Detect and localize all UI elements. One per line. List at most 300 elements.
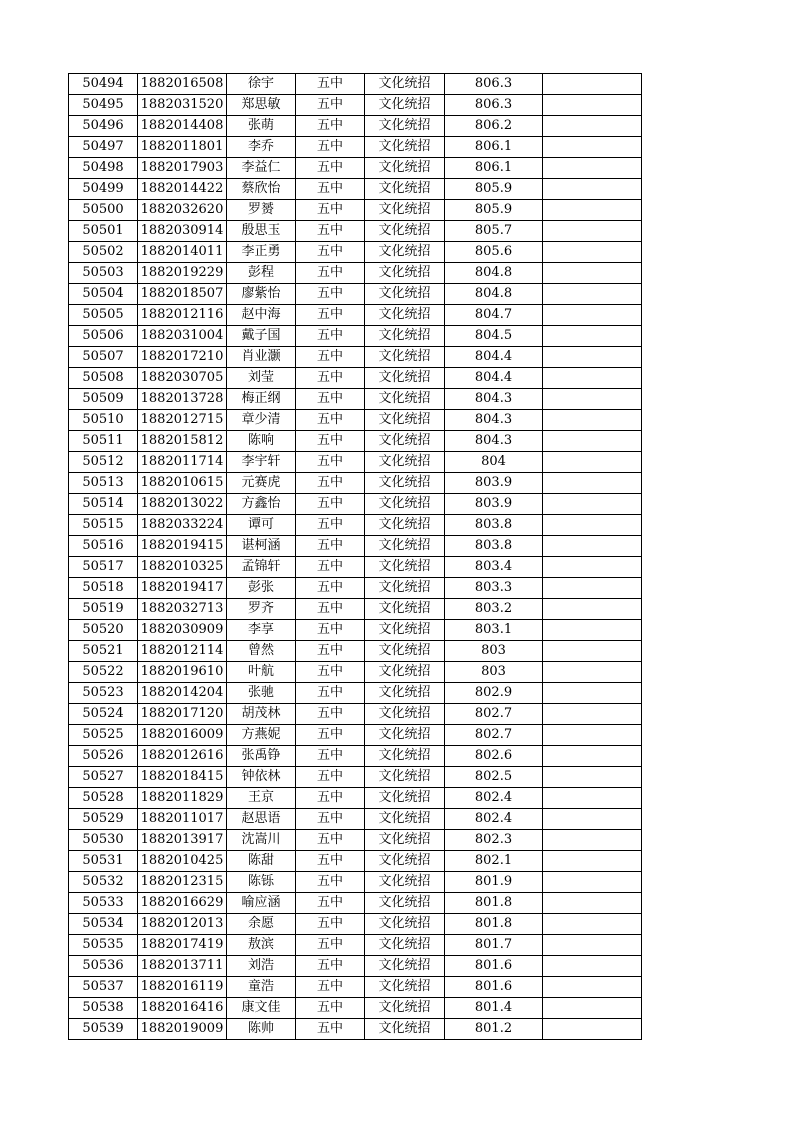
exam-id-cell: 1882018507 xyxy=(138,284,227,305)
score-cell: 802.7 xyxy=(445,725,543,746)
school-cell: 五中 xyxy=(296,746,365,767)
category-cell: 文化统招 xyxy=(365,452,445,473)
note-cell xyxy=(543,578,642,599)
category-cell: 文化统招 xyxy=(365,389,445,410)
table-row xyxy=(69,431,642,452)
category-cell: 文化统招 xyxy=(365,536,445,557)
note-cell xyxy=(543,1019,642,1040)
note-cell xyxy=(543,557,642,578)
category-cell: 文化统招 xyxy=(365,998,445,1019)
exam-id-cell: 1882012116 xyxy=(138,305,227,326)
note-cell xyxy=(543,767,642,788)
school-cell: 五中 xyxy=(296,620,365,641)
name-cell: 钟依林 xyxy=(227,767,296,788)
category-cell: 文化统招 xyxy=(365,473,445,494)
name-cell: 康文佳 xyxy=(227,998,296,1019)
rank-cell: 50499 xyxy=(69,179,138,200)
note-cell xyxy=(543,998,642,1019)
category-cell: 文化统招 xyxy=(365,620,445,641)
exam-id-cell: 1882014011 xyxy=(138,242,227,263)
name-cell: 徐宇 xyxy=(227,74,296,95)
name-cell: 赵思语 xyxy=(227,809,296,830)
category-cell: 文化统招 xyxy=(365,200,445,221)
rank-cell: 50539 xyxy=(69,1019,138,1040)
note-cell xyxy=(543,494,642,515)
score-cell: 805.7 xyxy=(445,221,543,242)
rank-cell: 50495 xyxy=(69,95,138,116)
school-cell: 五中 xyxy=(296,347,365,368)
note-cell xyxy=(543,389,642,410)
exam-id-cell: 1882014408 xyxy=(138,116,227,137)
rank-cell: 50510 xyxy=(69,410,138,431)
category-cell: 文化统招 xyxy=(365,326,445,347)
score-cell: 804.5 xyxy=(445,326,543,347)
category-cell: 文化统招 xyxy=(365,725,445,746)
school-cell: 五中 xyxy=(296,998,365,1019)
note-cell xyxy=(543,620,642,641)
name-cell: 蔡欣怡 xyxy=(227,179,296,200)
name-cell: 方鑫怡 xyxy=(227,494,296,515)
table-body xyxy=(69,74,642,1040)
note-cell xyxy=(543,872,642,893)
category-cell: 文化统招 xyxy=(365,221,445,242)
note-cell xyxy=(543,242,642,263)
category-cell: 文化统招 xyxy=(365,179,445,200)
table-row xyxy=(69,641,642,662)
note-cell xyxy=(543,74,642,95)
note-cell xyxy=(543,263,642,284)
note-cell xyxy=(543,305,642,326)
rank-cell: 50518 xyxy=(69,578,138,599)
exam-id-cell: 1882018415 xyxy=(138,767,227,788)
score-cell: 803 xyxy=(445,662,543,683)
rank-cell: 50511 xyxy=(69,431,138,452)
school-cell: 五中 xyxy=(296,74,365,95)
note-cell xyxy=(543,809,642,830)
exam-id-cell: 1882012616 xyxy=(138,746,227,767)
rank-cell: 50522 xyxy=(69,662,138,683)
category-cell: 文化统招 xyxy=(365,641,445,662)
name-cell: 陈响 xyxy=(227,431,296,452)
name-cell: 罗齐 xyxy=(227,599,296,620)
score-cell: 804.8 xyxy=(445,263,543,284)
note-cell xyxy=(543,116,642,137)
table-row xyxy=(69,1019,642,1040)
school-cell: 五中 xyxy=(296,704,365,725)
score-cell: 802.6 xyxy=(445,746,543,767)
exam-id-cell: 1882030705 xyxy=(138,368,227,389)
rank-cell: 50509 xyxy=(69,389,138,410)
exam-id-cell: 1882014204 xyxy=(138,683,227,704)
note-cell xyxy=(543,662,642,683)
category-cell: 文化统招 xyxy=(365,515,445,536)
note-cell xyxy=(543,641,642,662)
category-cell: 文化统招 xyxy=(365,557,445,578)
name-cell: 李乔 xyxy=(227,137,296,158)
exam-id-cell: 1882031004 xyxy=(138,326,227,347)
note-cell xyxy=(543,746,642,767)
score-cell: 806.3 xyxy=(445,74,543,95)
name-cell: 敖滨 xyxy=(227,935,296,956)
name-cell: 张萌 xyxy=(227,116,296,137)
table-row xyxy=(69,620,642,641)
exam-id-cell: 1882010325 xyxy=(138,557,227,578)
rank-cell: 50515 xyxy=(69,515,138,536)
rank-cell: 50496 xyxy=(69,116,138,137)
table-row xyxy=(69,683,642,704)
name-cell: 谭可 xyxy=(227,515,296,536)
rank-cell: 50535 xyxy=(69,935,138,956)
school-cell: 五中 xyxy=(296,158,365,179)
exam-id-cell: 1882011714 xyxy=(138,452,227,473)
name-cell: 陈铄 xyxy=(227,872,296,893)
name-cell: 余愿 xyxy=(227,914,296,935)
category-cell: 文化统招 xyxy=(365,578,445,599)
score-cell: 802.1 xyxy=(445,851,543,872)
school-cell: 五中 xyxy=(296,473,365,494)
rank-cell: 50501 xyxy=(69,221,138,242)
school-cell: 五中 xyxy=(296,851,365,872)
score-cell: 803.1 xyxy=(445,620,543,641)
name-cell: 喻应涵 xyxy=(227,893,296,914)
table-row xyxy=(69,305,642,326)
school-cell: 五中 xyxy=(296,368,365,389)
note-cell xyxy=(543,284,642,305)
exam-id-cell: 1882017903 xyxy=(138,158,227,179)
rank-cell: 50528 xyxy=(69,788,138,809)
rank-cell: 50500 xyxy=(69,200,138,221)
school-cell: 五中 xyxy=(296,305,365,326)
note-cell xyxy=(543,200,642,221)
school-cell: 五中 xyxy=(296,536,365,557)
table-row xyxy=(69,893,642,914)
name-cell: 刘浩 xyxy=(227,956,296,977)
rank-cell: 50523 xyxy=(69,683,138,704)
category-cell: 文化统招 xyxy=(365,893,445,914)
table-row xyxy=(69,662,642,683)
category-cell: 文化统招 xyxy=(365,788,445,809)
table-row xyxy=(69,95,642,116)
school-cell: 五中 xyxy=(296,893,365,914)
table-row xyxy=(69,158,642,179)
score-cell: 801.8 xyxy=(445,914,543,935)
category-cell: 文化统招 xyxy=(365,809,445,830)
exam-id-cell: 1882016508 xyxy=(138,74,227,95)
table-row xyxy=(69,515,642,536)
school-cell: 五中 xyxy=(296,788,365,809)
table-row xyxy=(69,389,642,410)
rank-cell: 50505 xyxy=(69,305,138,326)
name-cell: 谌柯涵 xyxy=(227,536,296,557)
exam-id-cell: 1882019610 xyxy=(138,662,227,683)
school-cell: 五中 xyxy=(296,431,365,452)
table-row xyxy=(69,746,642,767)
score-cell: 803.3 xyxy=(445,578,543,599)
note-cell xyxy=(543,704,642,725)
table-row xyxy=(69,872,642,893)
category-cell: 文化统招 xyxy=(365,137,445,158)
note-cell xyxy=(543,137,642,158)
score-cell: 806.1 xyxy=(445,137,543,158)
rank-cell: 50537 xyxy=(69,977,138,998)
school-cell: 五中 xyxy=(296,767,365,788)
exam-id-cell: 1882017120 xyxy=(138,704,227,725)
score-cell: 802.5 xyxy=(445,767,543,788)
school-cell: 五中 xyxy=(296,515,365,536)
rank-cell: 50498 xyxy=(69,158,138,179)
school-cell: 五中 xyxy=(296,662,365,683)
score-cell: 804 xyxy=(445,452,543,473)
exam-id-cell: 1882032713 xyxy=(138,599,227,620)
score-cell: 803.2 xyxy=(445,599,543,620)
score-cell: 804.4 xyxy=(445,347,543,368)
rank-cell: 50530 xyxy=(69,830,138,851)
name-cell: 肖业灏 xyxy=(227,347,296,368)
rank-cell: 50526 xyxy=(69,746,138,767)
category-cell: 文化统招 xyxy=(365,410,445,431)
school-cell: 五中 xyxy=(296,179,365,200)
school-cell: 五中 xyxy=(296,1019,365,1040)
category-cell: 文化统招 xyxy=(365,704,445,725)
name-cell: 刘莹 xyxy=(227,368,296,389)
rank-cell: 50534 xyxy=(69,914,138,935)
school-cell: 五中 xyxy=(296,977,365,998)
rank-cell: 50506 xyxy=(69,326,138,347)
table-row xyxy=(69,977,642,998)
category-cell: 文化统招 xyxy=(365,767,445,788)
note-cell xyxy=(543,179,642,200)
exam-id-cell: 1882012315 xyxy=(138,872,227,893)
table-row xyxy=(69,347,642,368)
school-cell: 五中 xyxy=(296,683,365,704)
school-cell: 五中 xyxy=(296,221,365,242)
score-cell: 802.4 xyxy=(445,788,543,809)
name-cell: 元赛虎 xyxy=(227,473,296,494)
note-cell xyxy=(543,536,642,557)
rank-cell: 50497 xyxy=(69,137,138,158)
note-cell xyxy=(543,725,642,746)
note-cell xyxy=(543,221,642,242)
note-cell xyxy=(543,977,642,998)
note-cell xyxy=(543,326,642,347)
name-cell: 戴子国 xyxy=(227,326,296,347)
table-row xyxy=(69,263,642,284)
table-row xyxy=(69,557,642,578)
rank-cell: 50514 xyxy=(69,494,138,515)
table-row xyxy=(69,326,642,347)
rank-cell: 50519 xyxy=(69,599,138,620)
rank-cell: 50516 xyxy=(69,536,138,557)
score-cell: 802.9 xyxy=(445,683,543,704)
exam-id-cell: 1882014422 xyxy=(138,179,227,200)
score-cell: 803.8 xyxy=(445,536,543,557)
name-cell: 李享 xyxy=(227,620,296,641)
note-cell xyxy=(543,683,642,704)
school-cell: 五中 xyxy=(296,263,365,284)
table-row xyxy=(69,704,642,725)
score-cell: 806.1 xyxy=(445,158,543,179)
name-cell: 曾然 xyxy=(227,641,296,662)
name-cell: 赵中海 xyxy=(227,305,296,326)
rank-cell: 50536 xyxy=(69,956,138,977)
score-cell: 804.3 xyxy=(445,410,543,431)
category-cell: 文化统招 xyxy=(365,956,445,977)
note-cell xyxy=(543,410,642,431)
school-cell: 五中 xyxy=(296,494,365,515)
school-cell: 五中 xyxy=(296,200,365,221)
score-cell: 801.7 xyxy=(445,935,543,956)
name-cell: 叶航 xyxy=(227,662,296,683)
rank-cell: 50531 xyxy=(69,851,138,872)
table-row xyxy=(69,200,642,221)
score-cell: 804.3 xyxy=(445,389,543,410)
score-cell: 802.4 xyxy=(445,809,543,830)
name-cell: 童浩 xyxy=(227,977,296,998)
category-cell: 文化统招 xyxy=(365,74,445,95)
table-row xyxy=(69,179,642,200)
exam-id-cell: 1882030909 xyxy=(138,620,227,641)
exam-id-cell: 1882013022 xyxy=(138,494,227,515)
exam-id-cell: 1882019415 xyxy=(138,536,227,557)
exam-id-cell: 1882016416 xyxy=(138,998,227,1019)
school-cell: 五中 xyxy=(296,410,365,431)
name-cell: 李宇轩 xyxy=(227,452,296,473)
exam-id-cell: 1882017419 xyxy=(138,935,227,956)
score-cell: 803.9 xyxy=(445,494,543,515)
table-row xyxy=(69,410,642,431)
school-cell: 五中 xyxy=(296,137,365,158)
category-cell: 文化统招 xyxy=(365,431,445,452)
note-cell xyxy=(543,893,642,914)
score-cell: 801.2 xyxy=(445,1019,543,1040)
category-cell: 文化统招 xyxy=(365,830,445,851)
school-cell: 五中 xyxy=(296,284,365,305)
exam-id-cell: 1882013728 xyxy=(138,389,227,410)
name-cell: 陈帅 xyxy=(227,1019,296,1040)
exam-id-cell: 1882015812 xyxy=(138,431,227,452)
note-cell xyxy=(543,347,642,368)
score-cell: 801.6 xyxy=(445,977,543,998)
rank-cell: 50512 xyxy=(69,452,138,473)
rank-cell: 50532 xyxy=(69,872,138,893)
name-cell: 廖紫怡 xyxy=(227,284,296,305)
exam-id-cell: 1882019009 xyxy=(138,1019,227,1040)
school-cell: 五中 xyxy=(296,809,365,830)
category-cell: 文化统招 xyxy=(365,95,445,116)
name-cell: 方燕妮 xyxy=(227,725,296,746)
score-cell: 805.9 xyxy=(445,200,543,221)
school-cell: 五中 xyxy=(296,830,365,851)
score-cell: 805.6 xyxy=(445,242,543,263)
table-row xyxy=(69,74,642,95)
rank-cell: 50494 xyxy=(69,74,138,95)
table-row xyxy=(69,536,642,557)
exam-id-cell: 1882011829 xyxy=(138,788,227,809)
rank-cell: 50520 xyxy=(69,620,138,641)
score-table xyxy=(68,73,642,1040)
table-row xyxy=(69,473,642,494)
exam-id-cell: 1882010425 xyxy=(138,851,227,872)
rank-cell: 50525 xyxy=(69,725,138,746)
rank-cell: 50503 xyxy=(69,263,138,284)
school-cell: 五中 xyxy=(296,641,365,662)
table-row xyxy=(69,809,642,830)
rank-cell: 50538 xyxy=(69,998,138,1019)
category-cell: 文化统招 xyxy=(365,347,445,368)
rank-cell: 50533 xyxy=(69,893,138,914)
school-cell: 五中 xyxy=(296,956,365,977)
table-row xyxy=(69,284,642,305)
table-row xyxy=(69,767,642,788)
name-cell: 彭张 xyxy=(227,578,296,599)
name-cell: 胡茂林 xyxy=(227,704,296,725)
note-cell xyxy=(543,158,642,179)
score-cell: 804.3 xyxy=(445,431,543,452)
score-cell: 804.4 xyxy=(445,368,543,389)
school-cell: 五中 xyxy=(296,389,365,410)
exam-id-cell: 1882010615 xyxy=(138,473,227,494)
table-row xyxy=(69,578,642,599)
name-cell: 张禹铮 xyxy=(227,746,296,767)
exam-id-cell: 1882033224 xyxy=(138,515,227,536)
school-cell: 五中 xyxy=(296,116,365,137)
category-cell: 文化统招 xyxy=(365,284,445,305)
note-cell xyxy=(543,599,642,620)
exam-id-cell: 1882016009 xyxy=(138,725,227,746)
school-cell: 五中 xyxy=(296,326,365,347)
category-cell: 文化统招 xyxy=(365,977,445,998)
category-cell: 文化统招 xyxy=(365,494,445,515)
score-cell: 802.3 xyxy=(445,830,543,851)
category-cell: 文化统招 xyxy=(365,158,445,179)
name-cell: 李益仁 xyxy=(227,158,296,179)
category-cell: 文化统招 xyxy=(365,116,445,137)
name-cell: 罗赟 xyxy=(227,200,296,221)
rank-cell: 50504 xyxy=(69,284,138,305)
name-cell: 张驰 xyxy=(227,683,296,704)
name-cell: 章少清 xyxy=(227,410,296,431)
table-row xyxy=(69,137,642,158)
category-cell: 文化统招 xyxy=(365,914,445,935)
school-cell: 五中 xyxy=(296,95,365,116)
exam-id-cell: 1882013917 xyxy=(138,830,227,851)
exam-id-cell: 1882031520 xyxy=(138,95,227,116)
exam-id-cell: 1882012013 xyxy=(138,914,227,935)
note-cell xyxy=(543,95,642,116)
table-row xyxy=(69,494,642,515)
name-cell: 梅正纲 xyxy=(227,389,296,410)
name-cell: 陈甜 xyxy=(227,851,296,872)
school-cell: 五中 xyxy=(296,599,365,620)
exam-id-cell: 1882032620 xyxy=(138,200,227,221)
score-cell: 801.4 xyxy=(445,998,543,1019)
category-cell: 文化统招 xyxy=(365,1019,445,1040)
exam-id-cell: 1882012114 xyxy=(138,641,227,662)
score-cell: 806.3 xyxy=(445,95,543,116)
table-row xyxy=(69,998,642,1019)
table-row xyxy=(69,725,642,746)
exam-id-cell: 1882019417 xyxy=(138,578,227,599)
score-cell: 803 xyxy=(445,641,543,662)
table-row xyxy=(69,914,642,935)
name-cell: 李正勇 xyxy=(227,242,296,263)
table-row xyxy=(69,830,642,851)
name-cell: 王京 xyxy=(227,788,296,809)
category-cell: 文化统招 xyxy=(365,368,445,389)
name-cell: 孟锦轩 xyxy=(227,557,296,578)
note-cell xyxy=(543,830,642,851)
rank-cell: 50513 xyxy=(69,473,138,494)
